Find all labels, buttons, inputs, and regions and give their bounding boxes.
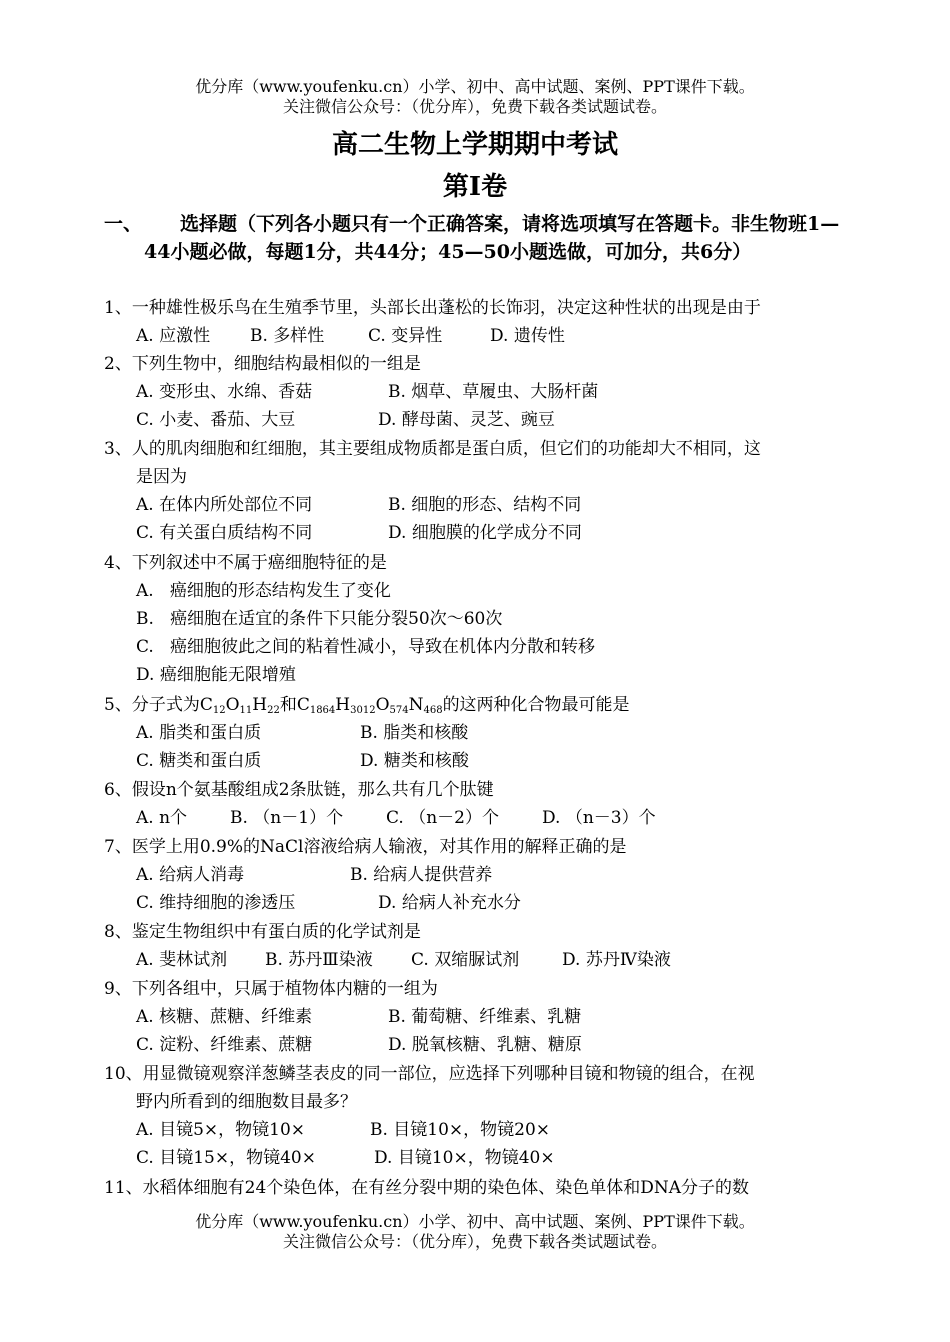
- options-row: [104, 406, 864, 434]
- option-c: C. 维持细胞的渗透压: [136, 893, 296, 913]
- question-8: [104, 918, 864, 974]
- question-4: [104, 549, 864, 689]
- footer-line-1: 优分库（www.youfenku.cn）小学、初中、高中试题、案例、PPT课件下载。: [195, 1212, 755, 1231]
- option-c: C. 癌细胞彼此之间的粘着性减小，导致在机体内分散和转移: [136, 637, 596, 657]
- option-a: A. n个: [136, 808, 188, 828]
- option-b: B. 多样性: [250, 326, 325, 346]
- options-row: [104, 322, 864, 350]
- option-a: A. 目镜5×，物镜10×: [136, 1120, 306, 1140]
- options-row: [104, 804, 864, 832]
- option-d: D. 细胞膜的化学成分不同: [388, 523, 582, 543]
- question-stem: 11、水稻体细胞有24个染色体，在有丝分裂中期的染色体、染色单体和DNA分子的数: [104, 1178, 750, 1198]
- option-c: C. 双缩脲试剂: [411, 950, 520, 970]
- question-6: [104, 776, 864, 832]
- section-instructions: 选择题（下列各小题只有一个正确答案，请将选项填写在答题卡。非生物班1—44小题必做，每题1分，共44分；45—50小题选做，可加分，共6分）: [144, 213, 840, 263]
- question-stem: 2、下列生物中，细胞结构最相似的一组是: [104, 354, 421, 374]
- question-stem: 1、一种雄性极乐鸟在生殖季节里，头部长出蓬松的长饰羽，决定这种性状的出现是由于: [104, 298, 761, 318]
- question-2: [104, 350, 864, 434]
- question-stem: 7、医学上用0.9%的NaCl溶液给病人输液，对其作用的解释正确的是: [104, 837, 627, 857]
- option-c: C. 淀粉、纤维素、蔗糖: [136, 1035, 313, 1055]
- question-stem-continued: 是因为: [136, 467, 187, 487]
- element-count: 468: [423, 705, 443, 716]
- option-c: C. 变异性: [368, 326, 443, 346]
- element-symbol: C: [199, 695, 213, 715]
- option-b: B. 苏丹Ⅲ染液: [265, 950, 373, 970]
- element-symbol: O: [375, 695, 390, 715]
- element-count: 1864: [309, 705, 336, 716]
- option-a: A. 在体内所处部位不同: [136, 495, 313, 515]
- option-a: A. 癌细胞的形态结构发生了变化: [136, 581, 391, 601]
- page-footer: [0, 1212, 950, 1252]
- question-stem: 4、下列叙述中不属于癌细胞特征的是: [104, 553, 387, 573]
- option-c: C. （n－2）个: [386, 808, 499, 828]
- options-row: [104, 946, 864, 974]
- header-line-2: 关注微信公众号：（优分库），免费下载各类试题试卷。: [282, 97, 667, 116]
- option-b: B. 给病人提供营养: [350, 865, 493, 885]
- option-b: B. 葡萄糖、纤维素、乳糖: [388, 1007, 582, 1027]
- section-heading: [104, 210, 864, 266]
- option-d: D. 遗传性: [490, 326, 565, 346]
- option-d: D. 糖类和核酸: [360, 751, 469, 771]
- element-count: 574: [389, 705, 409, 716]
- question-stem: 6、假设n个氨基酸组成2条肽链，那么共有几个肽键: [104, 780, 494, 800]
- option-c: C. 糖类和蛋白质: [136, 751, 262, 771]
- element-symbol: O: [225, 695, 240, 715]
- option-a: A. 斐林试剂: [136, 950, 228, 970]
- option-c: C. 目镜15×，物镜40×: [136, 1148, 316, 1168]
- option-c: C. 小麦、番茄、大豆: [136, 410, 296, 430]
- element-count: 22: [267, 705, 280, 716]
- option-d: D. 脱氧核糖、乳糖、糖原: [388, 1035, 582, 1055]
- header-line-1: 优分库（www.youfenku.cn）小学、初中、高中试题、案例、PPT课件下载。: [195, 77, 755, 96]
- question-3: [104, 435, 864, 547]
- element-symbol: N: [408, 695, 424, 715]
- exam-title: 高二生物上学期期中考试: [331, 130, 618, 160]
- option-d: D. 酵母菌、灵芝、豌豆: [378, 410, 555, 430]
- option-d: D. 给病人补充水分: [378, 893, 521, 913]
- option-c: C. 有关蛋白质结构不同: [136, 523, 313, 543]
- element-count: 12: [212, 705, 226, 716]
- section-number: 一、: [104, 213, 143, 235]
- formula-1: [200, 695, 280, 715]
- options-row: [104, 1144, 864, 1172]
- option-b: B. 烟草、草履虫、大肠杆菌: [388, 382, 599, 402]
- options-row: [104, 1116, 864, 1144]
- option-b: B. 细胞的形态、结构不同: [388, 495, 582, 515]
- formula-2: [297, 695, 443, 715]
- options-row: [104, 491, 864, 519]
- option-a: A. 核糖、蔗糖、纤维素: [136, 1007, 313, 1027]
- question-11: [104, 1174, 864, 1202]
- element-count: 11: [239, 705, 253, 716]
- options-row: [104, 889, 864, 917]
- question-10: [104, 1060, 864, 1172]
- element-symbol: H: [252, 695, 268, 715]
- page-header: [0, 77, 950, 117]
- option-d: D. 癌细胞能无限增殖: [136, 665, 296, 685]
- question-stem: 10、用显微镜观察洋葱鳞茎表皮的同一部位，应选择下列哪种目镜和物镜的组合，在视: [104, 1064, 755, 1084]
- option-a: A. 变形虫、水绵、香菇: [136, 382, 313, 402]
- option-d: D. （n－3）个: [542, 808, 656, 828]
- options-row: [104, 519, 864, 547]
- option-a: A. 给病人消毒: [136, 865, 245, 885]
- element-symbol: C: [296, 695, 310, 715]
- option-d: D. 苏丹Ⅳ染液: [562, 950, 671, 970]
- question-stem: 9、下列各组中，只属于植物体内糖的一组为: [104, 979, 438, 999]
- option-b: B. 目镜10×，物镜20×: [370, 1120, 551, 1140]
- exam-subtitle: 第Ⅰ卷: [442, 172, 508, 202]
- question-7: [104, 833, 864, 917]
- options-row: [104, 1003, 864, 1031]
- option-b: B. （n－1）个: [230, 808, 344, 828]
- options-row: [104, 861, 864, 889]
- option-a: A. 脂类和蛋白质: [136, 723, 262, 743]
- element-symbol: H: [335, 695, 351, 715]
- stem-suffix: 的这两种化合物最可能是: [442, 695, 630, 715]
- options-row: [104, 747, 864, 775]
- question-5: [104, 691, 864, 775]
- question-stem: 3、人的肌肉细胞和红细胞，其主要组成物质都是蛋白质，但它们的功能却大不相同，这: [104, 439, 761, 459]
- element-count: 3012: [350, 705, 376, 716]
- question-stem-continued: 野内所看到的细胞数目最多？: [136, 1092, 357, 1112]
- footer-line-2: 关注微信公众号：（优分库），免费下载各类试题试卷。: [282, 1232, 667, 1251]
- question-1: [104, 294, 864, 350]
- option-a: A. 应激性: [136, 326, 211, 346]
- options-row: [104, 1031, 864, 1059]
- question-9: [104, 975, 864, 1059]
- stem-prefix: 5、分子式为: [104, 695, 200, 715]
- option-b: B. 脂类和核酸: [360, 723, 469, 743]
- option-d: D. 目镜10×，物镜40×: [374, 1148, 555, 1168]
- stem-mid: 和: [279, 695, 297, 715]
- options-row: [104, 719, 864, 747]
- options-row: [104, 378, 864, 406]
- question-stem: [104, 691, 864, 719]
- question-stem: 8、鉴定生物组织中有蛋白质的化学试剂是: [104, 922, 421, 942]
- option-b: B. 癌细胞在适宜的条件下只能分裂50次～60次: [136, 609, 503, 629]
